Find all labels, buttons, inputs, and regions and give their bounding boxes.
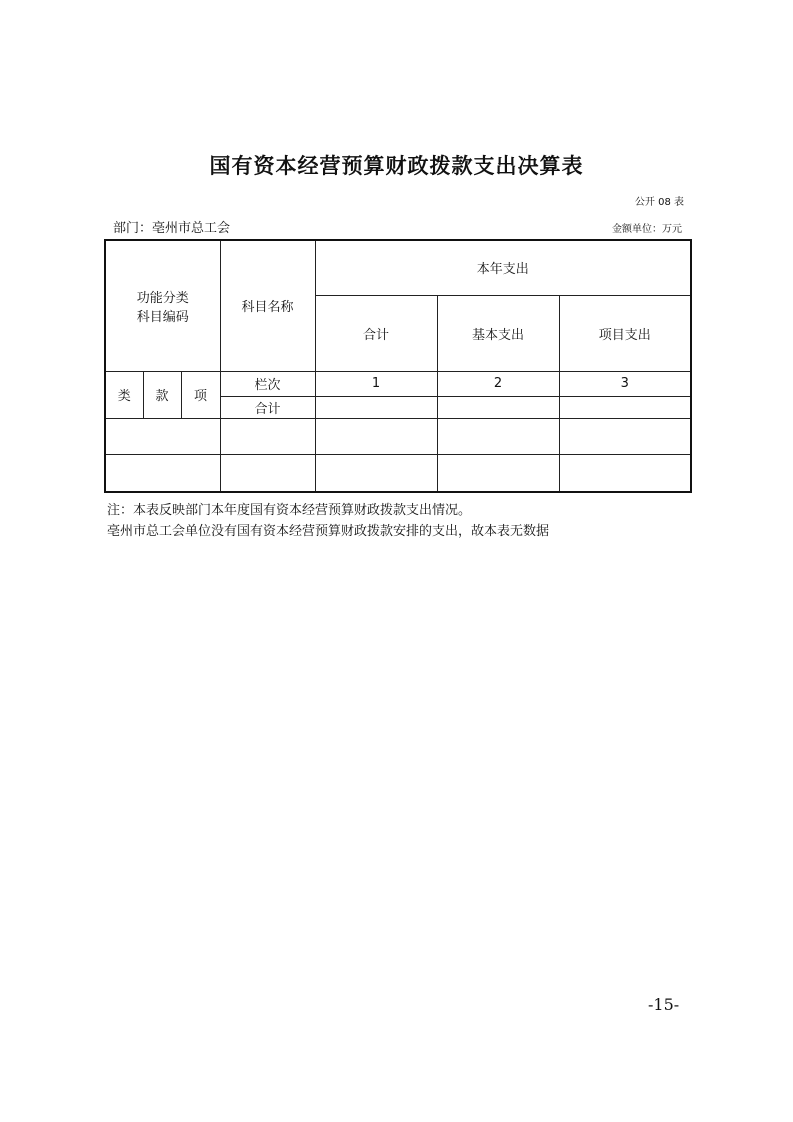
project-cell xyxy=(559,454,691,492)
sum-total-cell xyxy=(315,396,437,418)
current-year-expenditure-header: 本年支出 xyxy=(315,240,691,295)
page-title: 国有资本经营预算财政拨款支出决算表 xyxy=(209,154,584,178)
column-index-label: 栏次 xyxy=(220,371,315,396)
note-line-2: 亳州市总工会单位没有国有资本经营预算财政拨款安排的支出，故本表无数据 xyxy=(107,524,550,539)
page-number: -15- xyxy=(648,995,680,1014)
table-row xyxy=(105,454,691,492)
sum-project-cell xyxy=(559,396,691,418)
sum-basic-cell xyxy=(437,396,559,418)
function-code-header xyxy=(105,240,220,371)
total-cell xyxy=(315,418,437,454)
column-index-3: 3 xyxy=(559,371,691,396)
note-line-1: 注：本表反映部门本年度国有资本经营预算财政拨款支出情况。 xyxy=(107,503,472,518)
code-cell xyxy=(105,418,220,454)
basic-cell xyxy=(437,418,559,454)
basic-expenditure-header: 基本支出 xyxy=(437,295,559,371)
total-header: 合计 xyxy=(315,295,437,371)
section-header: 款 xyxy=(143,371,181,418)
table-row xyxy=(105,418,691,454)
class-header: 类 xyxy=(105,371,143,418)
item-header: 项 xyxy=(181,371,220,418)
amount-unit-label: 金额单位：万元 xyxy=(612,224,682,235)
column-index-1: 1 xyxy=(315,371,437,396)
total-cell xyxy=(315,454,437,492)
form-code: 公开 08 表 xyxy=(634,197,684,208)
project-expenditure-header: 项目支出 xyxy=(559,295,691,371)
notes xyxy=(107,500,549,542)
column-index-2: 2 xyxy=(437,371,559,396)
subject-name-header: 科目名称 xyxy=(220,240,315,371)
name-cell xyxy=(220,454,315,492)
function-code-header-line2: 科目编码 xyxy=(136,309,189,325)
department-label: 部门：亳州市总工会 xyxy=(113,221,231,236)
expenditure-table xyxy=(104,239,692,493)
basic-cell xyxy=(437,454,559,492)
name-cell xyxy=(220,418,315,454)
code-cell xyxy=(105,454,220,492)
sum-row-label: 合计 xyxy=(220,396,315,418)
project-cell xyxy=(559,418,691,454)
function-code-header-line1: 功能分类 xyxy=(136,290,189,306)
